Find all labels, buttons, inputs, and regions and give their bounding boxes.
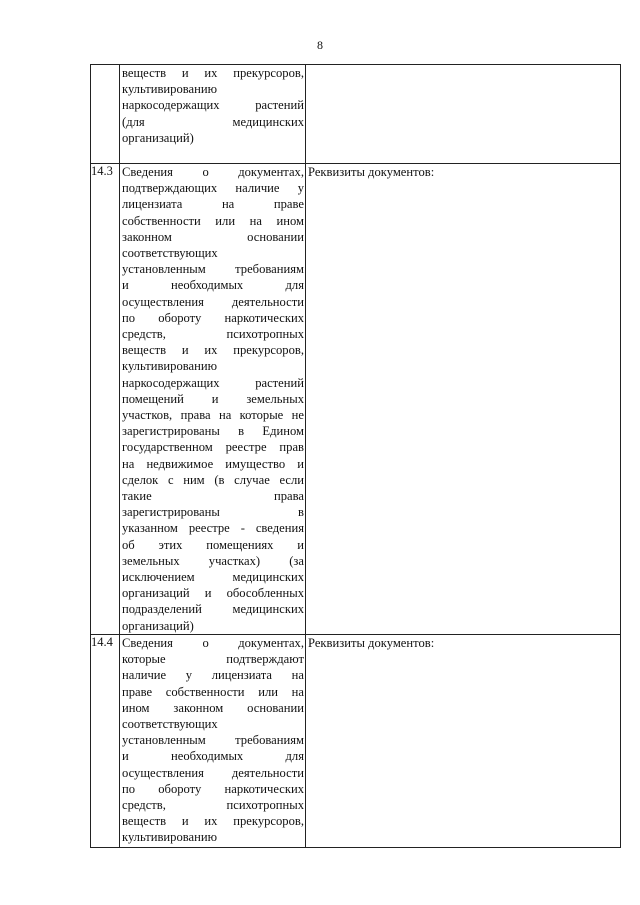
description-line: соответствующих [122,246,218,261]
description-line: государственном реестре прав [122,440,304,455]
description-line: по обороту наркотических [122,310,304,325]
description-line: ином законном основании [122,700,304,715]
description-line: культивированию [122,359,218,374]
description-line: наркосодержащих растений [122,375,304,390]
table-row [91,65,621,164]
description-line: подтверждающих наличие у [122,181,304,196]
description-line: на недвижимое имущество и [122,456,304,471]
description-line: веществ и их прекурсоров, [122,66,304,80]
description-line: установленным требованиям [122,733,304,748]
description-line: установленным требованиям [122,262,304,277]
row-number: 14.4 [91,634,113,649]
description-line: исключением медицинских [122,570,304,585]
row-number-cell [91,634,120,847]
description-line: соответствующих [122,716,218,731]
requisites-cell [306,634,621,847]
description-line: которые подтверждают [122,652,304,667]
description-line: помещений и земельных [122,391,304,406]
description-line: организаций) [122,130,194,145]
description-cell [120,65,306,164]
description-line: зарегистрированы в [122,505,304,520]
row-number-cell [91,65,120,164]
description-line: средств, психотропных [122,797,304,812]
description-line: средств, психотропных [122,327,304,342]
description-line: организаций) [122,618,194,633]
requisites-label: Реквизиты документов: [308,635,435,650]
description-line: такие права [122,489,304,504]
description-line: культивированию [122,830,218,845]
page-number: 8 [317,38,323,52]
requisites-cell [306,65,621,164]
description-line: осуществления деятельности [122,765,304,780]
description-line: организаций и обособленных [122,586,304,601]
description-line: Сведения о документах, [122,635,304,650]
description-line: указанном реестре - сведения [122,521,304,536]
description-line: и необходимых для [122,749,304,764]
description-line: (для медицинских [122,114,304,129]
description-line: зарегистрированы в Едином [122,424,304,439]
description-line: наркосодержащих растений [122,98,304,113]
table-row [91,164,621,635]
requisites-label: Реквизиты документов: [308,165,435,179]
requisites-cell [306,164,621,635]
table-row [91,634,621,847]
description-line: по обороту наркотических [122,781,304,796]
description-text [120,65,305,146]
description-line: веществ и их прекурсоров, [122,814,304,829]
description-line: веществ и их прекурсоров, [122,343,304,358]
description-cell [120,634,306,847]
description-text [120,635,305,846]
description-line: лицензиата на праве [122,197,304,212]
description-line: осуществления деятельности [122,294,304,309]
description-text [120,164,305,634]
description-line: Сведения о документах, [122,165,304,179]
description-line: культивированию [122,82,218,97]
description-line: наличие у лицензиата на [122,668,304,683]
row-number: 14.3 [91,164,113,178]
description-line: участков, права на которые не [122,408,304,423]
description-line: об этих помещениях и [122,537,304,552]
description-line: сделок с ним (в случае если [122,472,304,487]
licensing-info-table [90,64,621,848]
row-number-cell [91,164,120,635]
description-line: законном основании [122,229,304,244]
description-line: подразделений медицинских [122,602,304,617]
description-cell [120,164,306,635]
description-line: праве собственности или на [122,684,304,699]
description-line: собственности или на ином [122,213,304,228]
description-line: и необходимых для [122,278,304,293]
description-line: земельных участках) (за [122,553,304,568]
